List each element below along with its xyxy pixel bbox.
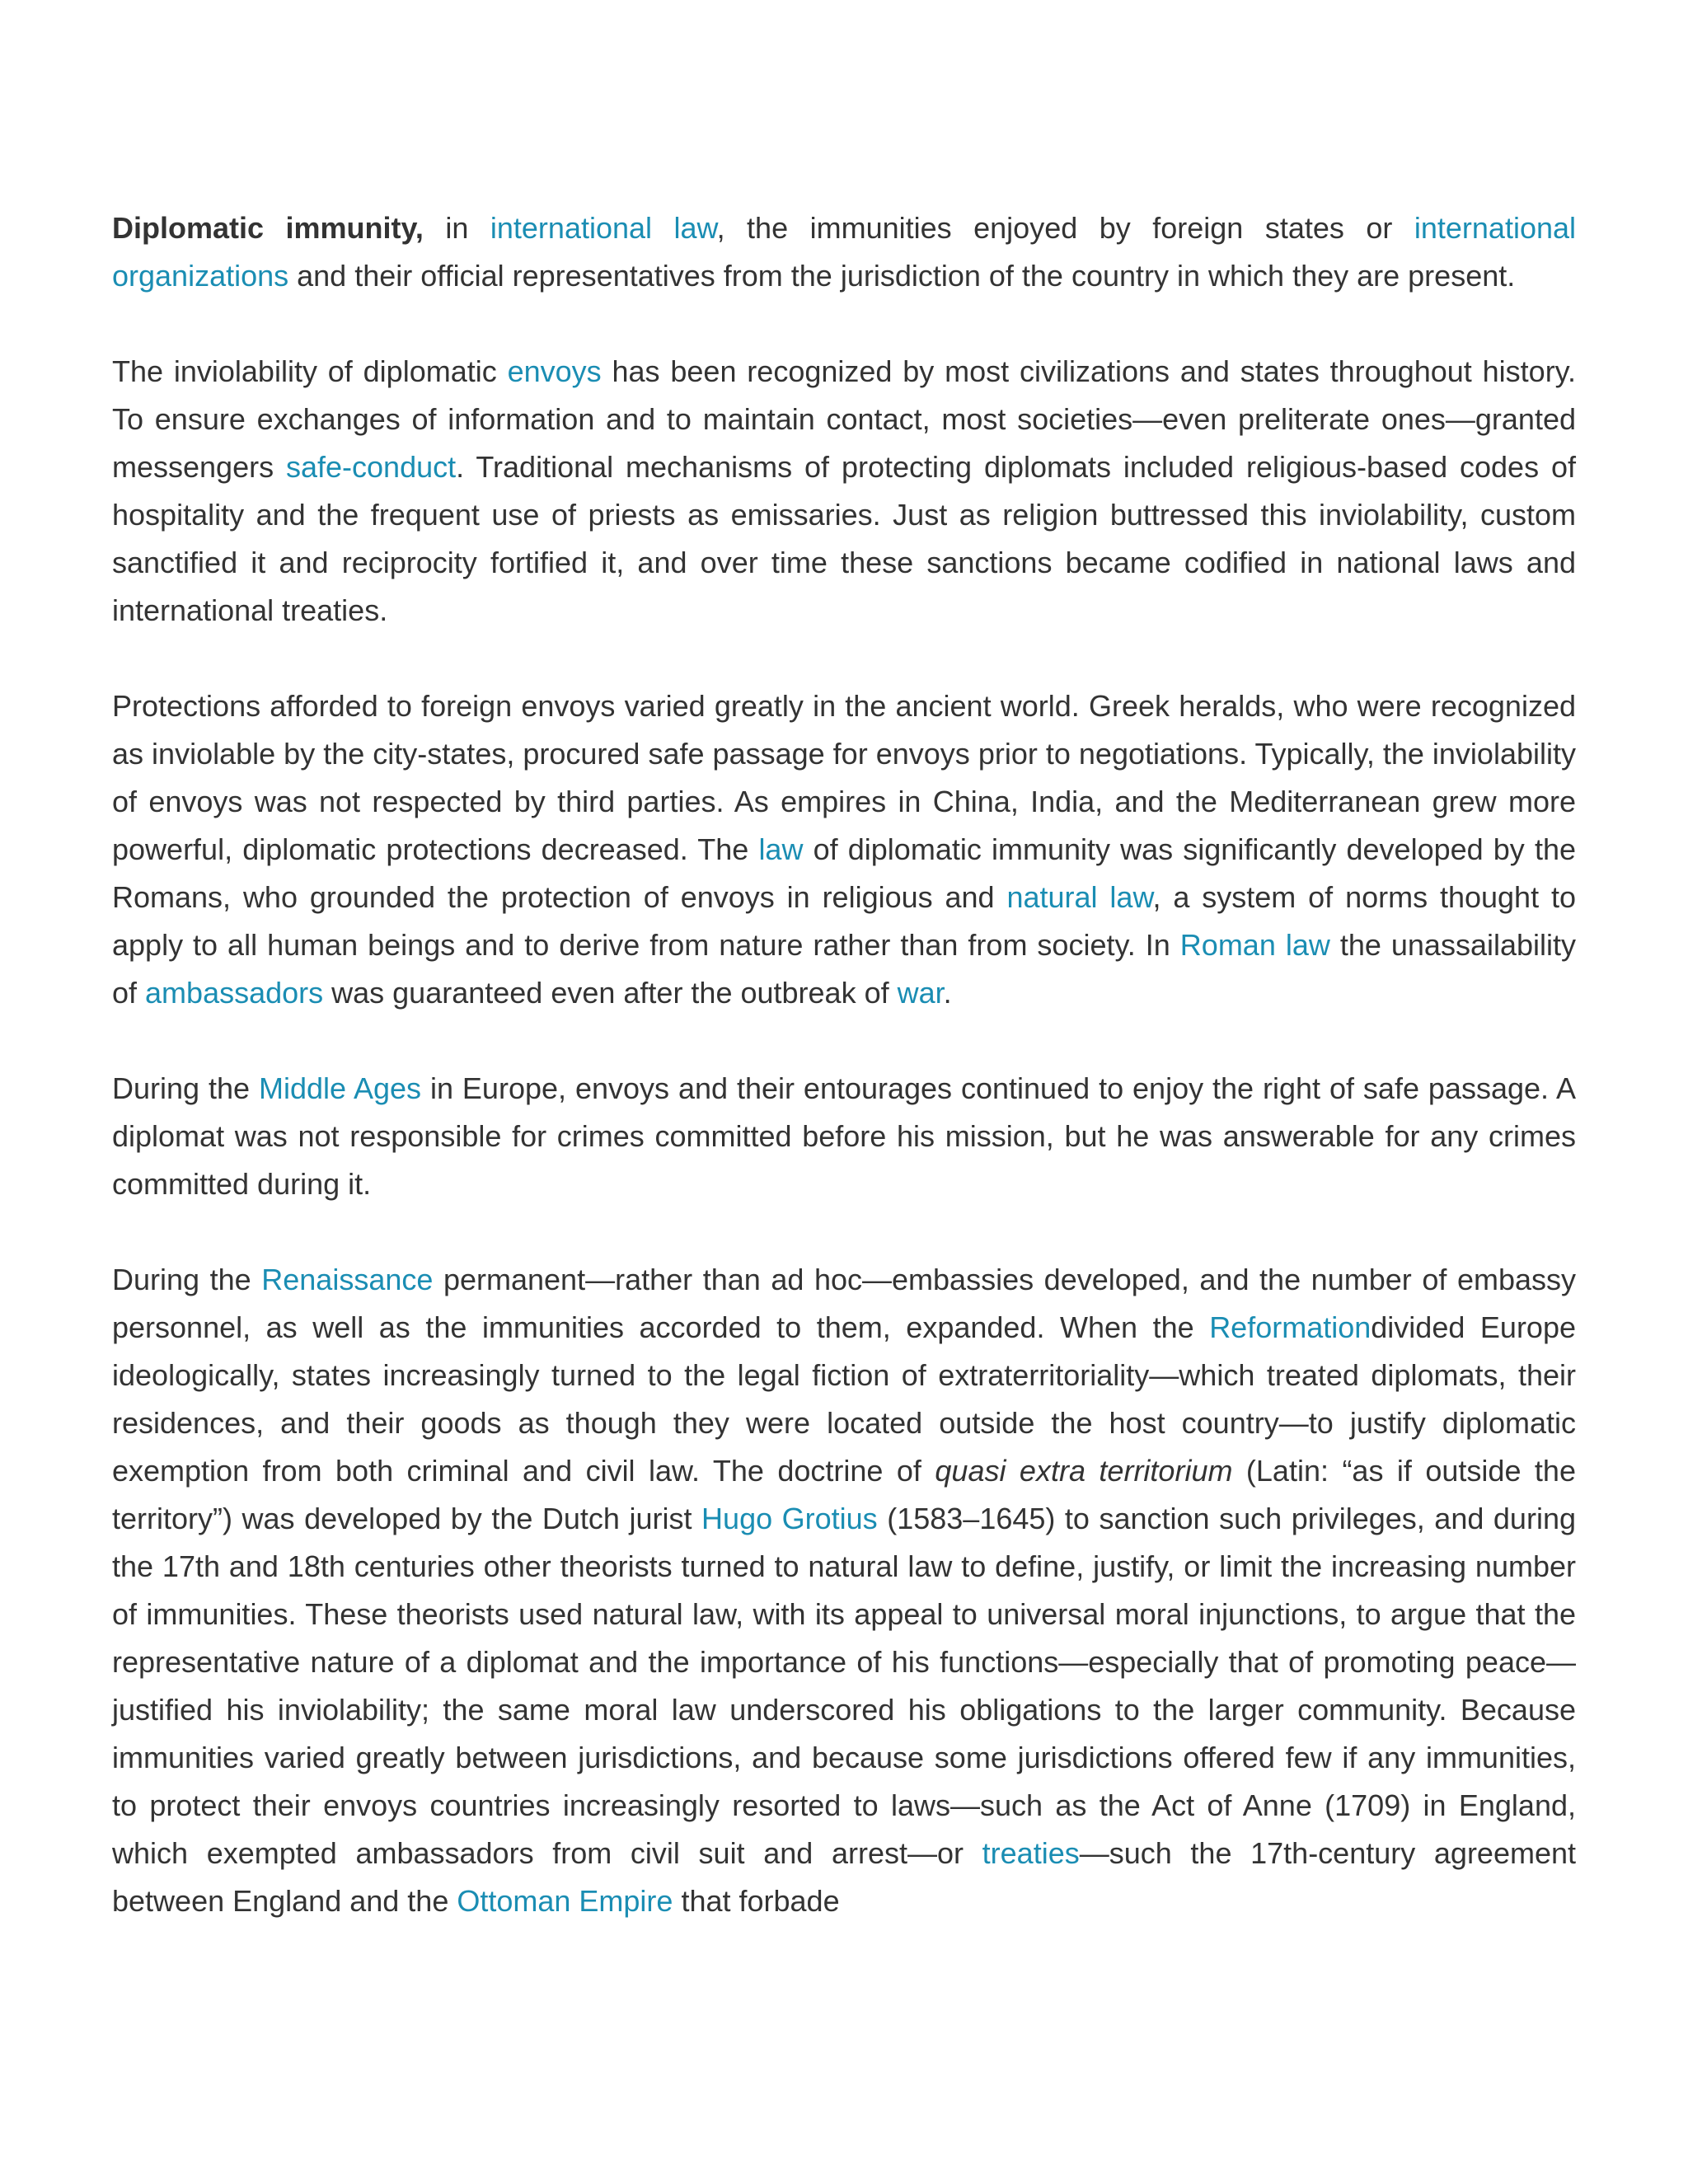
paragraph-1 [112, 204, 1576, 300]
text-run: , the immunities enjoyed by foreign states or [716, 211, 1414, 245]
paragraph-3 [112, 682, 1576, 1017]
text-run: —such the 17th-century agreement between England and the [112, 1836, 1577, 1918]
text-run: and their official representatives from the jurisdiction of the country in which they are present. [288, 259, 1516, 293]
text-run: (Latin: “as if outside the territory”) was developed by the Dutch jurist [112, 1454, 1576, 1535]
text-run: During the [112, 1071, 259, 1105]
link-natural-law[interactable]: natural law [1006, 880, 1153, 914]
text-run: that forbade [673, 1884, 840, 1918]
text-run: was guaranteed even after the outbreak of [323, 976, 898, 1010]
paragraph-4 [112, 1065, 1576, 1208]
text-run: permanent—rather than ad hoc—embassies developed, and the number of embassy personnel, as well as the immunities accorded to them, expanded. When the [112, 1263, 1576, 1344]
latin-phrase: quasi extra territorium [935, 1454, 1233, 1488]
text-run: (1583–1645) to sanction such privileges, and during the 17th and 18th centuries other theorists turned to natural law to define, justify, or limit the increasing number of immunities. These theorists used natural law, with its appeal to universal moral injunctions, to argue that the representative nature of a diplomat and the importance of his functions—especially that of promoting peace—justified his inviolability; the same moral law underscored his obligations to the larger community. Because immunities varied greatly between jurisdictions, and because some jurisdictions offered few if any immunities, to protect their envoys countries increasingly resorted to laws—such as the Act of Anne (1709) in England, which exempted ambassadors from civil suit and arrest—or [112, 1502, 1576, 1870]
link-safe-conduct[interactable]: safe-conduct [286, 450, 457, 484]
link-renaissance[interactable]: Renaissance [261, 1263, 434, 1296]
text-run: The inviolability of diplomatic [112, 354, 508, 388]
link-international-organizations[interactable]: international organizations [112, 211, 1577, 293]
link-law[interactable]: law [758, 832, 804, 866]
text-run: During the [112, 1263, 262, 1296]
link-middle-ages[interactable]: Middle Ages [258, 1071, 422, 1105]
link-war[interactable]: war [897, 976, 944, 1010]
text-run: in [423, 211, 490, 245]
paragraph-5 [112, 1256, 1576, 1925]
text-run: has been recognized by most civilizations and states throughout history. To ensure exchanges of information and to maintain contact, most societies—even preliterate ones—granted messengers [112, 354, 1577, 484]
link-treaties[interactable]: treaties [982, 1836, 1080, 1870]
article-body [112, 204, 1576, 1973]
text-run: Protections afforded to foreign envoys varied greatly in the ancient world. Greek heralds, who were recognized as inviolable by the city-states, procured safe passage for envoys prior to negotiations. Typically, the inviolability of envoys was not respected by third parties. As empires in China, India, and the Mediterranean grew more powerful, diplomatic protections decreased. The [112, 689, 1576, 866]
paragraph-2 [112, 348, 1576, 635]
text-run: . [943, 976, 952, 1010]
text-run: the unassailability of [112, 928, 1576, 1010]
text-run: in Europe, envoys and their entourages continued to enjoy the right of safe passage. A diplomat was not responsible for crimes committed before his mission, but he was answerable for any crimes committed during it. [112, 1071, 1576, 1201]
link-envoys[interactable]: envoys [507, 354, 602, 388]
text-run: . Traditional mechanisms of protecting diplomats included religious-based codes of hospitality and the frequent use of priests as emissaries. Just as religion buttressed this inviolability, custom sanctified it and reciprocity fortified it, and over time these sanctions became codified in national laws and international treaties. [112, 450, 1576, 627]
lead-term: Diplomatic immunity, [112, 211, 424, 245]
text-run: of diplomatic immunity was significantly developed by the Romans, who grounded the protection of envoys in religious and [112, 832, 1576, 914]
text-run: divided Europe ideologically, states increasingly turned to the legal fiction of extraterritoriality—which treated diplomats, their residences, and their goods as though they were located outside the host country—to justify diplomatic exemption from both criminal and civil law. The doctrine of [112, 1310, 1576, 1488]
link-international-law[interactable]: international law [490, 211, 717, 245]
link-ambassadors[interactable]: ambassadors [145, 976, 324, 1010]
link-reformation[interactable]: Reformation [1209, 1310, 1372, 1344]
text-run: , a system of norms thought to apply to all human beings and to derive from nature rather than from society. In [112, 880, 1576, 962]
link-roman-law[interactable]: Roman law [1179, 928, 1330, 962]
link-hugo-grotius[interactable]: Hugo Grotius [701, 1502, 878, 1535]
link-ottoman-empire[interactable]: Ottoman Empire [457, 1884, 673, 1918]
